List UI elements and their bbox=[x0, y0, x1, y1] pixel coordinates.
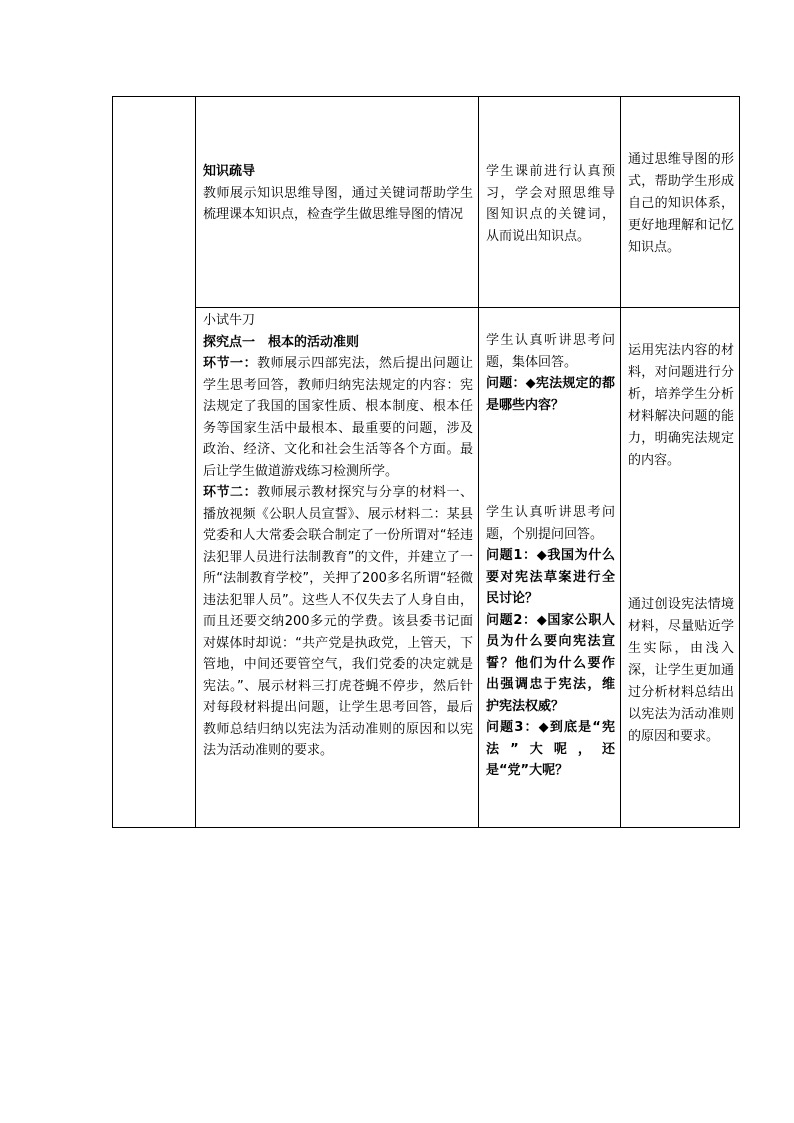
section-title: 小试牛刀 bbox=[203, 313, 256, 328]
step2-text: 教师展示教材探究与分享的材料一、播放视频《公职人员宣誓》、展示材料二：某县党委和人大常委会联合制定了一份所谓对“轻违法犯罪人员进行法制教育”的文件，并建立了一所“法制教育学校”，关押了200多名所谓“轻微违法犯罪人员”。这些人不仅失去了人身自由，而且还要交纳200多元的学费。该县委书记面对媒体时却说：“共产党是执政党，上管天，下管地，中间还要管空气，我们党委的决定就是宪法。”、展示材料三打虎苍蝇不停步，然后针对每段材料提出问题，让学生思考回答，最后教师总结归纳以宪法为活动准则的原因和以宪法为活动准则的要求。 bbox=[203, 485, 473, 758]
activity-title: 知识疏导 bbox=[203, 164, 256, 179]
purpose-text: 通过思维导图的形式，帮助学生形成自己的知识体系，更好地理解和记忆知识点。 bbox=[628, 152, 734, 255]
student1-question: 问题：◆宪法规定的都是哪些内容？ bbox=[486, 376, 615, 413]
table-row bbox=[113, 97, 740, 308]
student-text: 学生课前进行认真预习，学会对照思维导图知识点的关键词，从而说出知识点。 bbox=[486, 164, 615, 244]
student2-question-2: 问题2：◆国家公职人员为什么要向宪法宣誓？他们为什么要作出强调忠于宪法，维护宪法权威？ bbox=[486, 612, 615, 714]
design-purpose-cell bbox=[621, 308, 740, 828]
step1-label: 环节一： bbox=[203, 356, 258, 371]
step1-paragraph bbox=[203, 353, 473, 482]
student2-text: 学生认真听讲思考问题，个别提问回答。 bbox=[486, 505, 615, 542]
step1-text: 教师展示四部宪法，然后提出问题让学生思考回答，教师归纳宪法规定的内容：宪法规定了我国的国家性质、根本制度、根本任务等国家生活中最根本、最重要的问题，涉及政治、经济、文化和社会生活等各个方面。最后让学生做道游戏练习检测所学。 bbox=[203, 356, 473, 479]
explore-title: 探究点一 根本的活动准则 bbox=[203, 334, 360, 350]
purpose1-text: 运用宪法内容的材料，对问题进行分析，培养学生分析材料解决问题的能力，明确宪法规定的内容。 bbox=[628, 343, 734, 468]
student-activity-cell bbox=[479, 97, 621, 308]
student2-question-1: 问题1：◆我国为什么要对宪法草案进行全民讨论？ bbox=[486, 548, 615, 606]
design-purpose-cell bbox=[621, 97, 740, 308]
activity-text: 教师展示知识思维导图，通过关键词帮助学生梳理课本知识点，检查学生做思维导图的情况 bbox=[203, 185, 473, 222]
teacher-activity-cell bbox=[196, 308, 479, 828]
purpose2-text: 通过创设宪法情境材料，尽量贴近学生实际，由浅入深，让学生更加通过分析材料总结出以宪法为活动准则的原因和要求。 bbox=[628, 597, 734, 744]
student2-question-3: 问题3：◆到底是“宪法”大呢，还是“党”大呢？ bbox=[486, 720, 615, 778]
step2-paragraph bbox=[203, 482, 473, 762]
lesson-plan-table bbox=[112, 96, 740, 828]
stage-cell bbox=[113, 97, 196, 828]
teacher-activity-cell bbox=[196, 97, 479, 308]
step2-label: 环节二： bbox=[203, 485, 258, 500]
student-activity-cell bbox=[479, 308, 621, 828]
table-row bbox=[113, 308, 740, 828]
student1-text: 学生认真听讲思考问题，集体回答。 bbox=[486, 333, 615, 370]
